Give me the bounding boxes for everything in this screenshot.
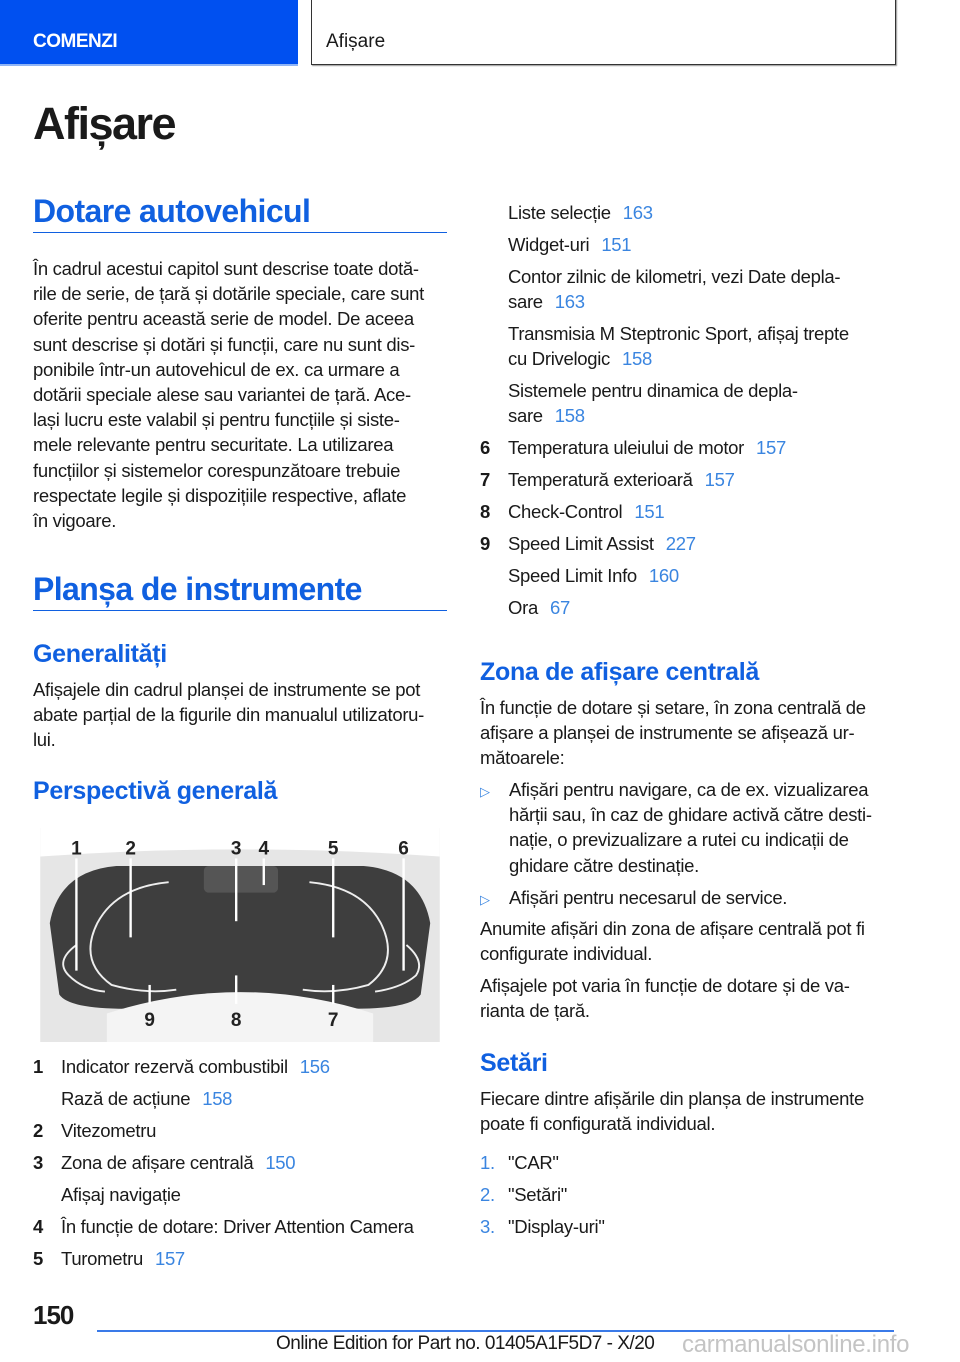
section-label: COMENZI [33,31,118,52]
legend-text: Turometru [61,1248,143,1269]
legend-text: Contor zilnic de kilometri, vezi Date depla- sare [508,266,841,312]
text-line: mătoarele: [480,747,565,769]
text-line: configurate individual. [480,943,653,965]
heading-zona-centrala: Zona de afișare centrală [480,658,760,686]
callout-3: 3 [230,838,242,860]
page-link[interactable]: 227 [665,533,696,554]
legend-item [480,378,898,428]
step-text: "Display-uri" [508,1216,605,1237]
bullet-list [480,777,900,919]
page-link[interactable]: 156 [299,1056,330,1077]
bullet-item [480,885,900,912]
legend-number: 3 [33,1152,43,1173]
callout-4: 4 [258,838,270,860]
heading-dotare: Dotare autovehicul [33,193,447,233]
legend-item [480,531,898,556]
legend-text: Sistemele pentru dinamica de depla- sare [508,380,798,426]
heading-perspectiva: Perspectivă generală [33,777,278,805]
legend-item [33,1054,451,1079]
page-link[interactable]: 163 [622,202,653,223]
heading-setari: Setări [480,1049,548,1077]
legend-text: Widget-uri [508,234,590,255]
triangle-bullet-icon: ▷ [480,784,490,799]
text-line: nație, o previzualizare a rutei cu indicații de [509,829,849,851]
page-link[interactable]: 158 [202,1088,233,1109]
legend-item [33,1214,451,1239]
paragraph-setari [480,1086,900,1136]
text-line: Afișări pentru necesarul de service. [509,886,788,908]
legend-text: Vitezometru [61,1120,157,1141]
text-line: în vigoare. [33,510,117,532]
step-number: 2. [480,1184,495,1205]
step-text: "CAR" [508,1152,559,1173]
text-line: mele relevante pentru securitate. La utilizarea [33,434,394,456]
text-line: În cadrul acestui capitol sunt descrise toate dotă- [33,258,419,279]
page-link[interactable]: 157 [154,1248,185,1269]
text-line: Fiecare dintre afișările din planșa de instrumente [480,1088,864,1109]
legend-number [480,595,508,620]
legend-text: Transmisia M Steptronic Sport, afișaj trepte cu Drivelogic [508,323,849,369]
legend-number: 4 [33,1216,43,1237]
watermark: carmanualsonline.info [682,1331,910,1358]
page-link[interactable]: 157 [704,469,735,490]
legend-number: 5 [33,1248,43,1269]
callout-8: 8 [230,1009,242,1031]
legend-number: 7 [480,469,490,490]
callout-1: 1 [71,838,82,860]
text-line: rianta de țară. [480,1000,590,1022]
callout-7: 7 [327,1009,339,1031]
legend-number: 1 [33,1056,43,1077]
page-link[interactable]: 158 [554,405,585,426]
callout-6: 6 [398,838,409,860]
legend-number [480,378,508,428]
legend-item [480,232,898,257]
legend-item [33,1086,451,1111]
legend-item [33,1182,451,1207]
legend-item [33,1118,451,1143]
legend-number: 8 [480,501,490,522]
legend-number: 6 [480,437,490,458]
text-line: funcțiilor și sistemelor corespunzătoare trebuie [33,459,401,481]
legend-text: Ora [508,597,538,618]
paragraph-generalitati [33,677,453,753]
text-line: Afișări pentru navigare, ca de ex. vizualizarea [509,779,869,800]
legend-text: Indicator rezervă combustibil [61,1056,288,1077]
paragraph-configurate [480,916,900,966]
legend-item [480,264,898,314]
text-line: Anumite afișări din zona de afișare centrală pot fi [480,918,865,939]
legend-number [480,232,508,257]
legend-item [480,467,898,492]
page-link[interactable]: 158 [622,348,652,369]
text-line: abate parțial de la figurile din manualul utilizatoru- [33,704,425,726]
legend-number [480,264,508,314]
legend-number [480,563,508,588]
legend-text: Afișaj navigație [61,1184,181,1205]
heading-generalitati: Generalități [33,640,167,668]
callout-9: 9 [144,1009,155,1031]
legend-text: Check-Control [508,501,623,522]
step-item [480,1214,898,1239]
legend-text: Temperatura uleiului de motor [508,437,745,458]
text-line: afișare a planșei de instrumente se afișează ur- [480,722,855,744]
legend-text: În funcție de dotare: Driver Attention Camera [61,1216,414,1237]
legend-text: Rază de acțiune [61,1088,191,1109]
text-line: Afișajele din cadrul planșei de instrumente se pot [33,679,421,700]
legend-text: Speed Limit Assist [508,533,654,554]
text-line: ghidare către destinație. [509,854,699,876]
legend-number [480,321,508,371]
step-text: "Setări" [508,1184,568,1205]
page-link[interactable]: 150 [265,1152,296,1173]
legend-item [480,595,898,620]
legend-number [33,1086,61,1111]
text-line: lui. [33,729,56,751]
page-title: Afișare [33,98,176,149]
legend-item [33,1246,451,1271]
text-line: oferite pentru această serie de model. De aceea [33,308,414,330]
heading-plansa: Planșa de instrumente [33,571,447,611]
paragraph-dotare [33,256,453,533]
chapter-label: Afișare [326,31,386,52]
step-item [480,1182,898,1207]
text-line: respectate legile și dispozițiile respective, aflate [33,484,407,506]
edition-text: Online Edition for Part no. 01405A1F5D7 - X/20 [276,1333,655,1354]
legend-item [480,321,898,371]
legend-item [480,499,898,524]
legend-text: Speed Limit Info [508,565,637,586]
instrument-cluster-figure [33,828,447,1042]
section-tab[interactable] [0,0,298,66]
text-line: hărții sau, în caz de ghidare activă către desti- [509,804,872,826]
legend-list-left [33,1054,451,1278]
step-item [480,1150,898,1175]
callout-5: 5 [327,838,339,860]
legend-item [480,563,898,588]
page-link[interactable]: 151 [634,501,665,522]
text-line: ponibile într-un autovehicul de ex. ca urmare a [33,358,400,380]
page-link[interactable]: 163 [554,291,585,312]
chapter-tab[interactable] [311,0,896,65]
page-link[interactable]: 160 [648,565,679,586]
steps-list [480,1150,898,1246]
text-line: lași lucru este valabil și pentru funcțiile și siste- [33,409,400,431]
text-line: dotării speciale alese sau variantei de țară. Ace- [33,384,411,406]
legend-number: 9 [480,533,490,554]
legend-item [33,1150,451,1175]
legend-text: Temperatură exterioară [508,469,693,490]
legend-number: 2 [33,1120,43,1141]
legend-number [33,1182,61,1207]
page-link[interactable]: 157 [756,437,787,458]
legend-text: Liste selecție [508,202,611,223]
legend-item [480,200,898,225]
text-line: sunt descrise și dotări și funcții, care nu sunt dis- [33,333,416,355]
text-line: rile de serie, de țară și dotările speciale, care sunt [33,283,425,305]
text-line: În funcție de dotare și setare, în zona centrală de [480,697,866,718]
step-number: 1. [480,1152,495,1173]
legend-item [480,435,898,460]
legend-number [480,200,508,225]
legend-list-right [480,200,898,627]
page-link[interactable]: 67 [549,597,570,618]
legend-text: Zona de afișare centrală [61,1152,254,1173]
callout-2: 2 [125,838,136,860]
text-line: poate fi configurată individual. [480,1113,716,1135]
paragraph-variante [480,973,900,1023]
text-line: Afișajele pot varia în funcție de dotare și de va- [480,975,850,996]
step-number: 3. [480,1216,495,1237]
triangle-bullet-icon: ▷ [480,891,490,907]
page-link[interactable]: 151 [601,234,632,255]
bullet-item [480,777,900,878]
page-number: 150 [33,1300,74,1330]
paragraph-zona-intro [480,695,900,771]
